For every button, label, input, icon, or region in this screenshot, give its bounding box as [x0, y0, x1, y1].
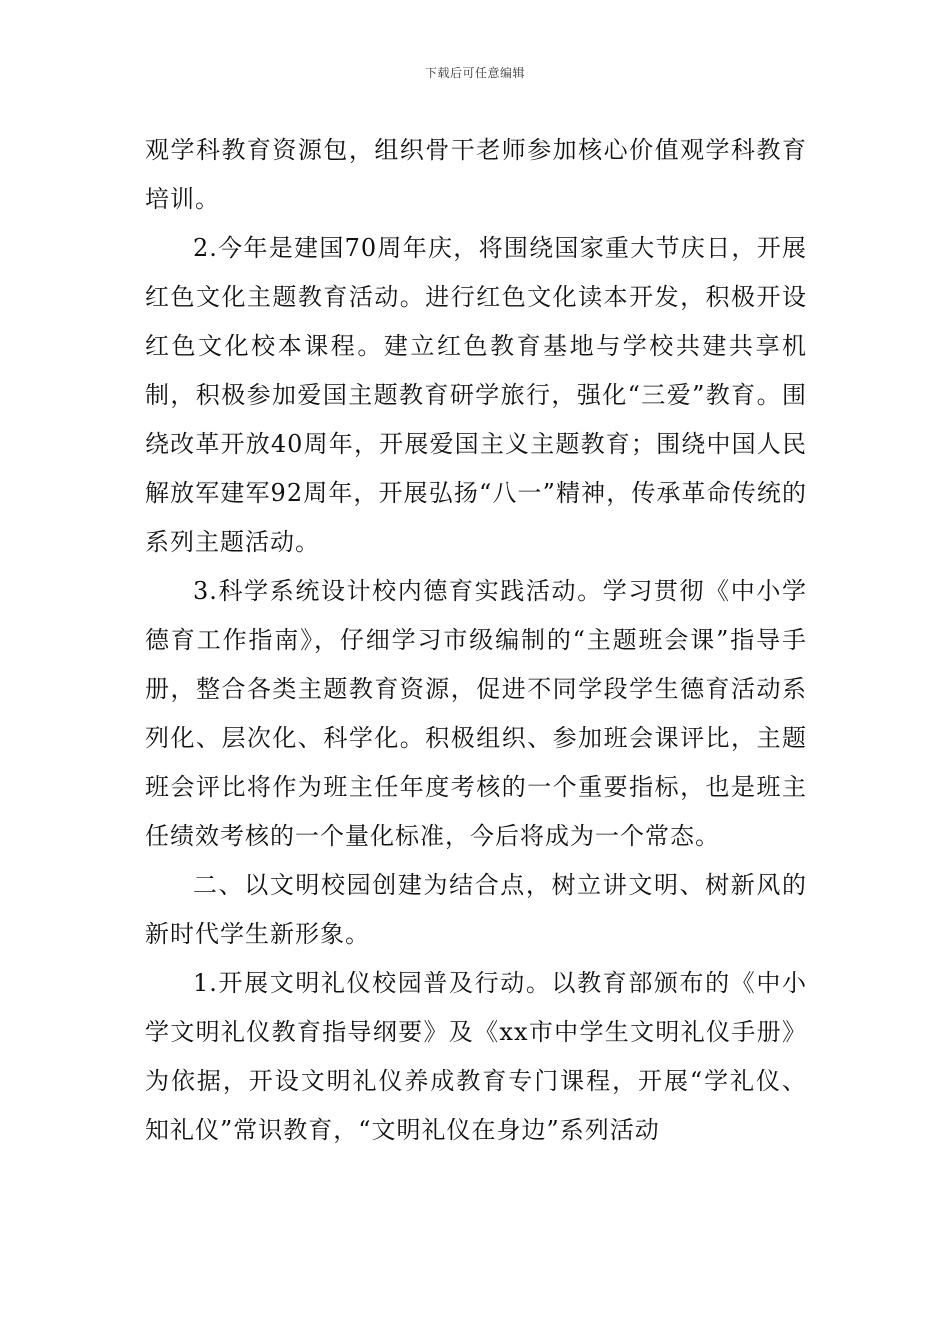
paragraph: 3.科学系统设计校内德育实践活动。学习贯彻《中小学德育工作指南》，仔细学习市级编制的“主题班会课”指导手册，整合各类主题教育资源，促进不同学段学生德育活动系列化、层次化、科学化。积极组织、参加班会课评比，主题班会评比将作为班主任年度考核的一个重要指标，也是班主任绩效考核的一个量化标准，今后将成为一个常态。: [145, 577, 807, 850]
page-header: 下载后可任意编辑: [424, 66, 525, 80]
paragraph: 观学科教育资源包，组织骨干老师参加核心价值观学科教育培训。: [145, 136, 807, 213]
document-body: [145, 126, 807, 1155]
paragraph: 2.今年是建国70周年庆，将围绕国家重大节庆日，开展红色文化主题教育活动。进行红色文化读本开发，积极开设红色文化校本课程。建立红色教育基地与学校共建共享机制，积极参加爱国主题教育研学旅行，强化“三爱”教育。围绕改革开放40周年，开展爱国主义主题教育；围绕中国人民解放军建军92周年，开展弘扬“八一”精神，传承革命传统的系列主题活动。: [145, 234, 807, 556]
section-heading: 二、以文明校园创建为结合点，树立讲文明、树新风的新时代学生新形象。: [145, 871, 807, 948]
paragraph: 1.开展文明礼仪校园普及行动。以教育部颁布的《中小学文明礼仪教育指导纲要》及《xx市中学生文明礼仪手册》为依据，开设文明礼仪养成教育专门课程，开展“学礼仪、知礼仪”常识教育，“文明礼仪在身边”系列活动: [145, 969, 807, 1144]
